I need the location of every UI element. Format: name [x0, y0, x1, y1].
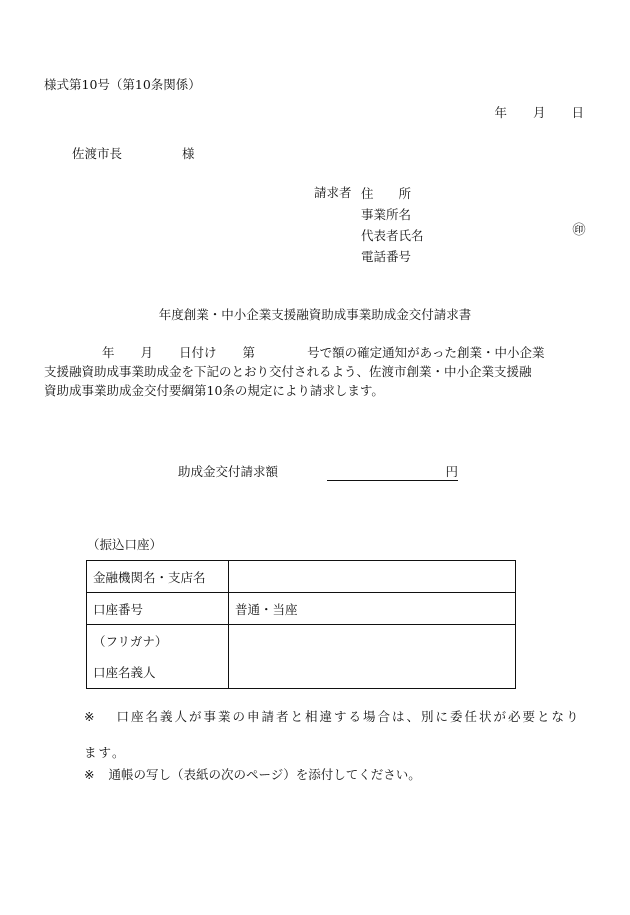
- body-number: 第: [242, 345, 256, 360]
- addressee-honorific: 様: [182, 146, 195, 161]
- body-dated: 日付け: [179, 345, 217, 360]
- applicant-business-name-label: 事業所名: [361, 207, 412, 222]
- account-holder-field[interactable]: [229, 625, 516, 689]
- amount-unit: 円: [445, 464, 458, 479]
- account-number-label: 口座番号: [87, 593, 229, 625]
- note-2: [84, 765, 421, 783]
- document-title: 年度創業・中小企業支援融資助成事業助成金交付請求書: [158, 307, 472, 322]
- note-2-mark: ※: [84, 767, 95, 782]
- date-month-label: 月: [532, 105, 546, 120]
- account-type-field[interactable]: 普通・当座: [229, 593, 516, 625]
- body-month: 月: [140, 345, 154, 360]
- account-holder-label-cell: [87, 625, 229, 689]
- bank-name-field[interactable]: [229, 561, 516, 593]
- date-day-label: 日: [571, 105, 584, 120]
- table-row: [87, 593, 516, 625]
- applicant-address-label: 住 所: [361, 186, 412, 201]
- addressee: [72, 144, 195, 162]
- body-line-1-rest: 号で額の確定通知があった創業・中小企業: [307, 345, 545, 360]
- note-1-mark: ※: [84, 709, 97, 724]
- holder-name-label: 口座名義人: [93, 664, 156, 680]
- note-1: [84, 699, 590, 771]
- note-1-text: 口座名義人が事業の申請者と相違する場合は、別に委任状が必要となります。: [84, 709, 581, 760]
- body-year: 年: [102, 345, 115, 360]
- applicant-representative-label: 代表者氏名: [361, 228, 424, 243]
- bank-caption: （振込口座）: [87, 537, 163, 552]
- date-line: [472, 103, 584, 121]
- request-body: [44, 343, 590, 400]
- bank-name-label: 金融機関名・支店名: [87, 561, 229, 593]
- applicant-fields: [361, 183, 424, 267]
- addressee-name: 佐渡市長: [72, 146, 123, 161]
- amount-label: 助成金交付請求額: [178, 464, 279, 479]
- table-row: [87, 561, 516, 593]
- table-row: [87, 625, 516, 689]
- note-2-text: 通帳の写し（表紙の次のページ）を添付してください。: [108, 767, 421, 782]
- date-year-label: 年: [494, 105, 507, 120]
- body-line-1: [44, 343, 590, 362]
- seal-mark: ㊞: [572, 223, 586, 238]
- applicant-phone-label: 電話番号: [361, 249, 412, 264]
- holder-kana-label: （フリガナ）: [93, 633, 168, 649]
- form-number: 様式第10号（第10条関係）: [44, 77, 201, 92]
- applicant-label: 請求者: [314, 185, 352, 200]
- bank-account-table: [86, 560, 516, 689]
- body-line-2: 支援融資助成事業助成金を下記のとおり交付されるよう、佐渡市創業・中小企業支援融: [44, 364, 532, 379]
- amount-field[interactable]: [327, 462, 458, 481]
- body-line-3: 資助成事業助成金交付要綱第10条の規定により請求します。: [44, 383, 384, 398]
